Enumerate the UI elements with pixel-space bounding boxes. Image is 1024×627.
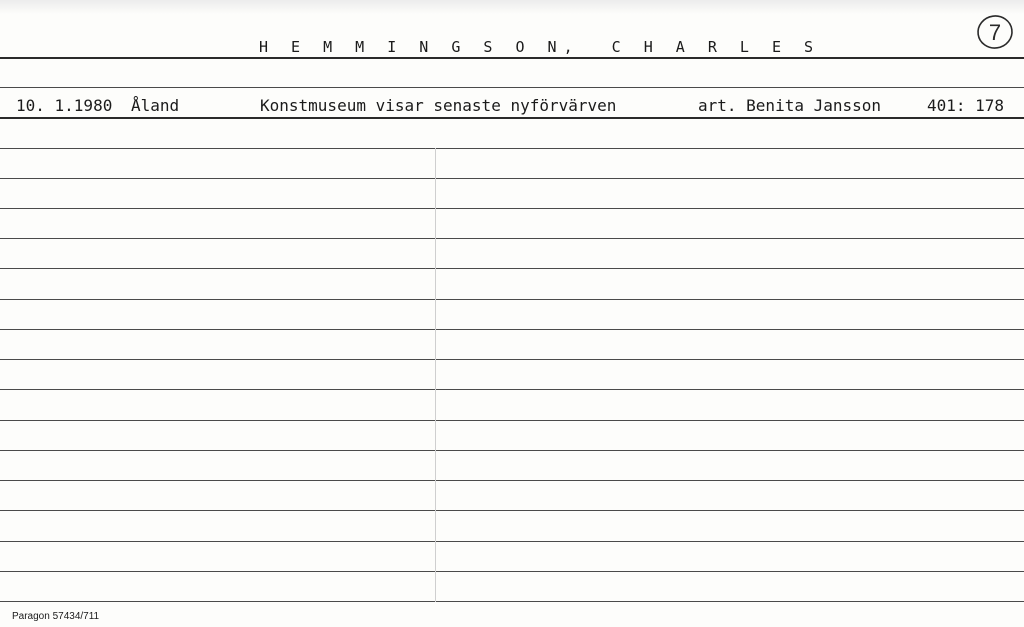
ruled-line: [0, 420, 1024, 421]
heading-rule: [0, 57, 1024, 59]
ruled-line: [0, 148, 1024, 149]
ruled-line: [0, 450, 1024, 451]
ruled-line: [0, 299, 1024, 300]
entry-title: Konstmuseum visar senaste nyförvärven: [260, 96, 617, 115]
column-divider: [435, 148, 436, 602]
printer-imprint: Paragon 57434/711: [12, 611, 100, 622]
ruled-line: [0, 480, 1024, 481]
ruled-line: [0, 359, 1024, 360]
ruled-line: [0, 87, 1024, 88]
ruled-line: [0, 510, 1024, 511]
ruled-line: [0, 571, 1024, 572]
circled-page-number-icon: [975, 12, 1015, 52]
ruled-line: [0, 329, 1024, 330]
card-heading: H E M M I N G S O N, C H A R L E S: [259, 38, 821, 56]
page-number: 7: [988, 20, 1002, 45]
ruled-line: [0, 238, 1024, 239]
scan-shading: [0, 0, 1024, 14]
entry-author: art. Benita Jansson: [698, 96, 882, 115]
ruled-line: [0, 117, 1024, 119]
entry-reference: 401: 178: [927, 96, 1005, 115]
ruled-line: [0, 268, 1024, 269]
entry-date: 10. 1.1980: [16, 96, 113, 115]
ruled-line: [0, 389, 1024, 390]
entry-place: Åland: [131, 96, 180, 115]
ruled-line: [0, 541, 1024, 542]
ruled-line: [0, 601, 1024, 602]
ruled-line: [0, 208, 1024, 209]
ruled-line: [0, 178, 1024, 179]
